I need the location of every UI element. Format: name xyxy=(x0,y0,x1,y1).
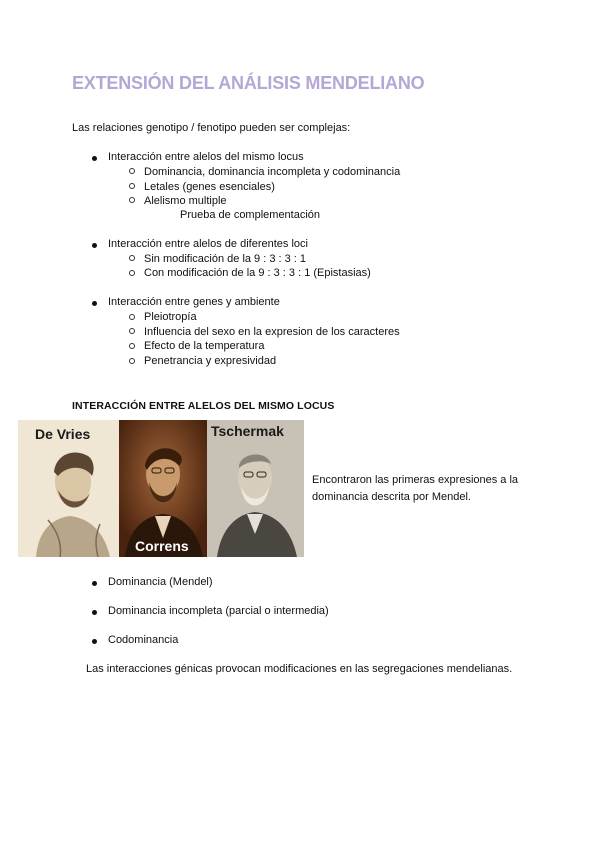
group-label: Interacción entre alelos del mismo locus xyxy=(108,151,304,163)
list-item: Con modificación de la 9 : 3 : 3 : 1 (Epistasias) xyxy=(144,267,371,279)
list-item: Alelismo multiple xyxy=(144,195,227,207)
bullet-dot-icon xyxy=(92,610,97,615)
list-item: Dominancia incompleta (parcial o intermedia) xyxy=(108,605,329,617)
list-item: Influencia del sexo en la expresion de los caracteres xyxy=(144,326,400,338)
caption-line: Encontraron las primeras expresiones a la xyxy=(312,474,519,486)
bullet-dot-icon xyxy=(92,639,97,644)
intro-text: Las relaciones genotipo / fenotipo pueden ser complejas: xyxy=(72,122,351,134)
circle-bullet-icon xyxy=(129,183,135,189)
group-label: Interacción entre alelos de diferentes loci xyxy=(108,238,308,250)
circle-bullet-icon xyxy=(129,168,135,174)
label-de-vries: De Vries xyxy=(35,426,91,442)
caption-line: dominancia descrita por Mendel. xyxy=(312,491,471,503)
circle-bullet-icon xyxy=(129,197,135,203)
section-heading: INTERACCIÓN ENTRE ALELOS DEL MISMO LOCUS xyxy=(72,400,335,412)
label-correns: Correns xyxy=(135,538,189,554)
circle-bullet-icon xyxy=(129,358,135,364)
circle-bullet-icon xyxy=(129,314,135,320)
circle-bullet-icon xyxy=(129,328,135,334)
list-item: Sin modificación de la 9 : 3 : 3 : 1 xyxy=(144,253,307,265)
bullet-dot-icon xyxy=(92,301,97,306)
list-item: Penetrancia y expresividad xyxy=(144,355,277,367)
closing-text: Las interacciones génicas provocan modificaciones en las segregaciones mendelianas. xyxy=(86,663,513,675)
list-item: Dominancia (Mendel) xyxy=(108,576,213,588)
portrait-correns xyxy=(119,420,207,557)
label-tschermak: Tschermak xyxy=(211,423,284,439)
sub-note: Prueba de complementación xyxy=(180,209,321,221)
page-title: EXTENSIÓN DEL ANÁLISIS MENDELIANO xyxy=(72,73,425,93)
circle-bullet-icon xyxy=(129,343,135,349)
group-label: Interacción entre genes y ambiente xyxy=(108,296,280,308)
portrait-tschermak xyxy=(207,420,304,557)
circle-bullet-icon xyxy=(129,270,135,276)
list-item: Dominancia, dominancia incompleta y codominancia xyxy=(144,166,401,178)
scientists-photo-strip xyxy=(18,420,304,557)
bullet-dot-icon xyxy=(92,156,97,161)
list-item: Efecto de la temperatura xyxy=(144,340,265,352)
list-item: Letales (genes esenciales) xyxy=(144,181,275,193)
bullet-dot-icon xyxy=(92,581,97,586)
portrait-de-vries xyxy=(18,420,119,557)
list-item: Codominancia xyxy=(108,634,179,646)
circle-bullet-icon xyxy=(129,255,135,261)
list-item: Pleiotropía xyxy=(144,311,197,323)
bullet-dot-icon xyxy=(92,243,97,248)
